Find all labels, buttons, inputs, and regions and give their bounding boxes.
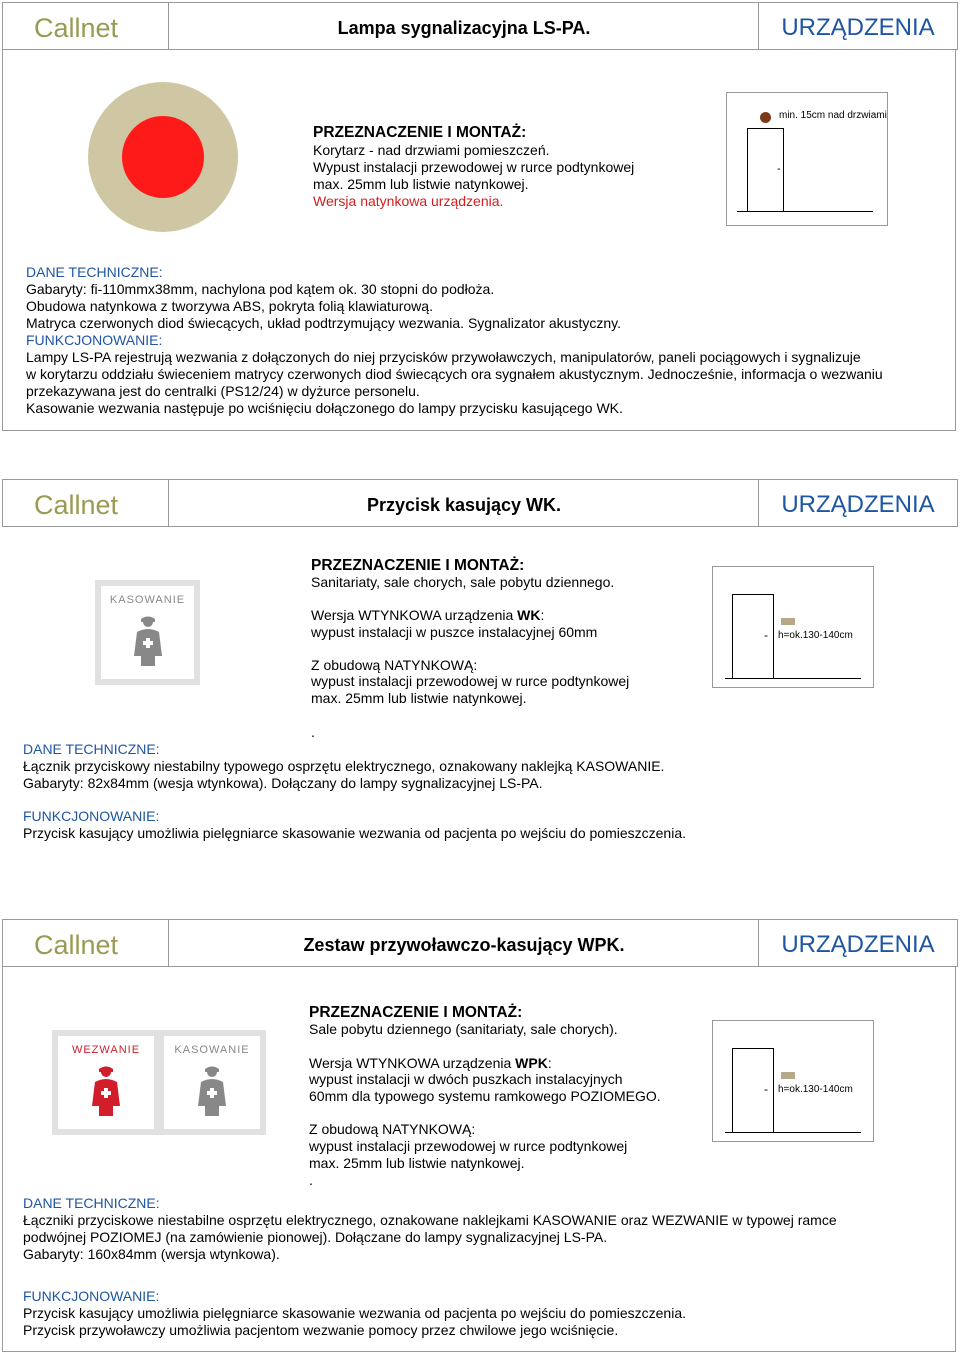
surface-line: max. 25mm lub listwie natynkowej. bbox=[309, 1155, 525, 1171]
floor-line bbox=[737, 211, 873, 212]
nurse-icon-grey bbox=[195, 1066, 229, 1118]
mounting-diagram bbox=[712, 1020, 874, 1142]
mounting-height: h=ok.130-140cm bbox=[778, 1084, 853, 1095]
product-title: Lampa sygnalizacyjna LS-PA. bbox=[170, 3, 759, 49]
func-line: Przycisk przywoławczy umożliwia pacjentom wezwanie pomocy przez chwilowe jego wciśnięcie. bbox=[23, 1322, 619, 1338]
lamp-dot bbox=[760, 112, 771, 123]
call-reset-set-image bbox=[52, 1030, 266, 1135]
tile-label-reset: KASOWANIE bbox=[174, 1044, 250, 1056]
trailing-dot: . bbox=[309, 1172, 313, 1188]
version-detail: wypust instalacji w puszce instalacyjnej 60mm bbox=[311, 624, 598, 640]
func-heading: FUNKCJONOWANIE: bbox=[23, 1288, 160, 1304]
tech-line: Gabaryty: fi-110mmx38mm, nachylona pod kątem ok. 30 stopni do podłoża. bbox=[26, 281, 495, 297]
product-title: Zestaw przywoławczo-kasujący WPK. bbox=[170, 920, 759, 966]
func-heading: FUNKCJONOWANIE: bbox=[26, 332, 163, 348]
func-line: przekazywana jest do centralki (PS12/24) w dyżurce personelu. bbox=[26, 383, 420, 399]
surface-line: wypust instalacji przewodowej w rurce podtynkowej bbox=[309, 1138, 628, 1154]
version-detail: wypust instalacji w dwóch puszkach instalacyjnych bbox=[309, 1071, 623, 1087]
purpose-heading: PRZEZNACZENIE I MONTAŻ: bbox=[313, 124, 527, 141]
category-label: URZĄDZENIA bbox=[781, 14, 935, 41]
mounting-height: h=ok.130-140cm bbox=[778, 630, 853, 641]
surface-heading: Z obudową NATYNKOWĄ: bbox=[309, 1121, 476, 1137]
tech-heading: DANE TECHNICZNE: bbox=[26, 264, 163, 280]
lamp-image bbox=[88, 82, 238, 232]
section-header-wk bbox=[2, 479, 958, 527]
brand-name: Callnet bbox=[3, 920, 169, 966]
section-header-wpk bbox=[2, 919, 958, 967]
diagram-dash: - bbox=[777, 163, 781, 175]
trailing-dot: . bbox=[311, 724, 315, 740]
floor-line bbox=[725, 678, 861, 679]
tech-line: Gabaryty: 160x84mm (wersja wtynkowa). bbox=[23, 1246, 280, 1262]
func-line: Kasowanie wezwania następuje po wciśnięciu dołączonego do lampy przycisku kasującego WK. bbox=[26, 400, 623, 416]
reset-button-image bbox=[95, 580, 200, 685]
func-line: Lampy LS-PA rejestrują wezwania z dołączonych do niej przycisków przywoławczych, manipulatorów, paneli pociągowych i sygnalizuje bbox=[26, 349, 861, 365]
tech-heading: DANE TECHNICZNE: bbox=[23, 1195, 160, 1211]
surface-line: wypust instalacji przewodowej w rurce podtynkowej bbox=[311, 673, 630, 689]
tech-heading: DANE TECHNICZNE: bbox=[23, 741, 160, 757]
brand-name: Callnet bbox=[3, 3, 169, 49]
nurse-icon bbox=[131, 616, 165, 668]
purpose-note-red: Wersja natynkowa urządzenia. bbox=[313, 193, 504, 209]
func-line: Przycisk kasujący umożliwia pielęgniarce skasowanie wezwania od pacjenta po wejściu do pomieszczenia. bbox=[23, 825, 686, 841]
product-title: Przycisk kasujący WK. bbox=[170, 480, 759, 526]
mounting-diagram bbox=[712, 566, 874, 688]
func-line: w korytarzu oddziału świeceniem matrycy czerwonych diod świecących ora sygnałem akustycznym. Jednocześnie, informacja o wezwaniu bbox=[26, 366, 883, 382]
purpose-line: max. 25mm lub listwie natynkowej. bbox=[313, 176, 529, 192]
purpose-line: Korytarz - nad drzwiami pomieszczeń. bbox=[313, 142, 550, 158]
diagram-dash: - bbox=[764, 628, 768, 642]
purpose-heading: PRZEZNACZENIE I MONTAŻ: bbox=[309, 1004, 523, 1021]
surface-line: max. 25mm lub listwie natynkowej. bbox=[311, 690, 527, 706]
mounting-diagram bbox=[726, 92, 888, 226]
func-heading: FUNKCJONOWANIE: bbox=[23, 808, 160, 824]
button-mark bbox=[781, 618, 795, 625]
tech-line: podwójnej POZIOMEJ (na zamówienie pionowej). Dołączane do lampy sygnalizacyjnej LS-PA. bbox=[23, 1229, 608, 1245]
brand-name: Callnet bbox=[3, 480, 169, 526]
tile-label-call: WEZWANIE bbox=[71, 1044, 141, 1056]
func-line: Przycisk kasujący umożliwia pielęgniarce skasowanie wezwania od pacjenta po wejściu do pomieszczenia. bbox=[23, 1305, 686, 1321]
tech-line: Łączniki przyciskowe niestabilne osprzętu elektrycznego, oznakowane naklejkami KASOWANIE oraz WEZWANIE w typowej ramce bbox=[23, 1212, 837, 1228]
category-label: URZĄDZENIA bbox=[781, 931, 935, 958]
section-header-ls-pa bbox=[2, 2, 958, 50]
tech-line: Gabaryty: 82x84mm (wesja wtynkowa). Dołączany do lampy sygnalizacyjnej LS-PA. bbox=[23, 775, 543, 791]
category-label: URZĄDZENIA bbox=[781, 491, 935, 518]
purpose-line: Sale pobytu dziennego (sanitariaty, sale chorych). bbox=[309, 1021, 618, 1037]
version-line: Wersja WTYNKOWA urządzenia WK: bbox=[311, 607, 545, 623]
diagram-dash: - bbox=[764, 1082, 768, 1096]
purpose-heading: PRZEZNACZENIE I MONTAŻ: bbox=[311, 557, 525, 574]
button-mark bbox=[781, 1072, 795, 1079]
purpose-line: Wypust instalacji przewodowej w rurce podtynkowej bbox=[313, 159, 635, 175]
mounting-note: min. 15cm nad drzwiami bbox=[779, 110, 887, 121]
nurse-icon-red bbox=[89, 1066, 123, 1118]
tech-line: Obudowa natynkowa z tworzywa ABS, pokryta folią klawiaturową. bbox=[26, 298, 433, 314]
floor-line bbox=[725, 1132, 861, 1133]
lamp-light bbox=[122, 116, 204, 198]
tech-line: Łącznik przyciskowy niestabilny typowego osprzętu elektrycznego, oznakowany naklejką KASOWANIE. bbox=[23, 758, 665, 774]
version-detail: 60mm dla typowego systemu ramkowego POZIOMEGO. bbox=[309, 1088, 661, 1104]
purpose-line: Sanitariaty, sale chorych, sale pobytu dziennego. bbox=[311, 574, 615, 590]
surface-heading: Z obudową NATYNKOWĄ: bbox=[311, 657, 478, 673]
tile-label: KASOWANIE bbox=[109, 594, 186, 606]
version-line: Wersja WTYNKOWA urządzenia WPK: bbox=[309, 1055, 552, 1071]
tech-line: Matryca czerwonych diod świecących, układ podtrzymujący wezwania. Sygnalizator akustyczny. bbox=[26, 315, 621, 331]
